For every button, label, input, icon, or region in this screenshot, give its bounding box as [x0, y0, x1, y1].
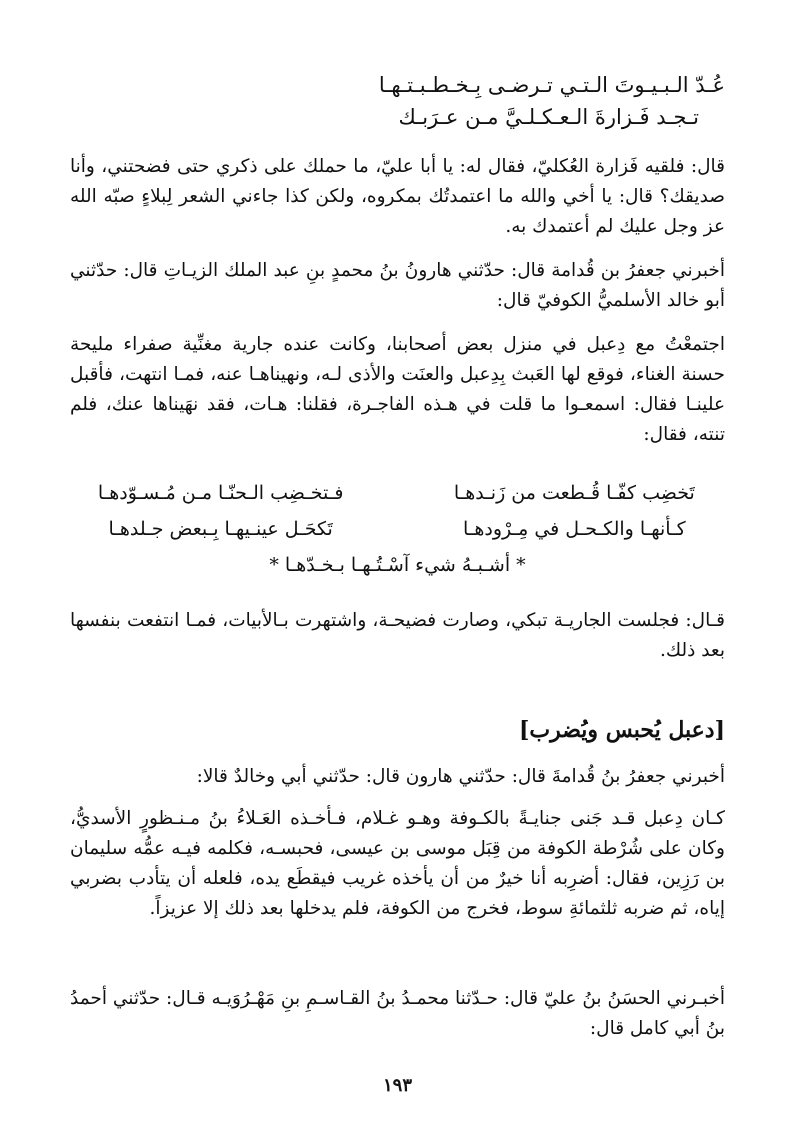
page-number: ١٩٣: [382, 1075, 412, 1096]
paragraph-7: أخبـرني الحسَنُ بنُ عليّ قال: حـدّثنا محمـدُ بنُ القـاسـمِ بنِ مَهْـرُوَيـه قـال: حدّثني أحمدُ بنُ أبي كامل قال:: [70, 988, 725, 1039]
poem-verse-3: * أشـبـهُ شيء آسْـتُـهـا بـخـدّهـا *: [269, 554, 526, 576]
poem-verse-1: [70, 482, 725, 514]
section-heading: [دعبل يُحبس ويُضرب]: [518, 717, 725, 743]
opening-verse-line-1: عُـدّ الـبـيـوتَ الـتـي تـرضـى بِـخـطـبـتـهـا: [378, 73, 725, 97]
paragraph-4: قـال: فجلست الجاريـة تبكي، وصارت فضيحـة، واشتهرت بـالأبيات، فمـا انتفعت بنفسها بعد ذلك.: [70, 610, 725, 661]
paragraph-6: كـان دِعبل قـد جَنى جنايـةً بالكـوفة وهـو غـلام، فـأخـذه العَـلاءُ بنُ مـنـظورٍ الأسديُّ، وكان على شُرْطة الكوفة من قِبَل موسى بن عيسى، فحبسـه، فكلمه فيـه عمُّه سليمان بن رَزِين، فقال: أضرِبه أنا خيرٌ من أن يأخذه غريب فيقطَع يده، فلعله أن يتأدب بضربي إياه، ثم ضربه ثلثمائةِ سوط، فخرج من الكوفة، فلم يدخلها بعد ذلك إلا عزيزاً.: [70, 808, 725, 919]
paragraph-1: قال: فلقيه فَزارة العُكليّ، فقال له: يا أبا عليّ، ما حملك على ذكري حتى فضحتني، وأنا صديقك؟ قال: يا أخي والله ما اعتمدتُك بمكروه، ولكن كذا جاءني الشعر لِبلاءٍ صبّه الله عز وجل عليك لم أعتمدك به.: [70, 156, 725, 237]
poem-hemistich: فـتخـضِب الـحنّـا مـن مُـسـوّدهـا: [97, 482, 344, 504]
paragraph-3: اجتمعْتُ مع دِعبل في منزل بعض أصحابنا، وكانت عنده جارية مغنِّية صفراء مليحة حسنة الغناء، فوقع لها العَبث بِدِعبل والعنَت والأذى لـه، ونهيناهـا عنه، فمـا انتهت، فأقبل علينـا فقال: اسمعـوا ما قلت في هـذه الفاجـرة، فقلنا: هـات، فقد نهَيناها عنك، فلم تنته، فقال:: [70, 334, 725, 445]
paragraph-5: أخبرني جعفرُ بنُ قُدامةَ قال: حدّثني هارون قال: حدّثني أبي وخالدٌ قالا:: [196, 766, 725, 787]
book-page: [70, 62, 725, 1096]
opening-verse-line-2: تـجـد فَـزارةَ الـعـكـلـيَّ مـن عـرَبـك: [398, 105, 699, 129]
poem-hemistich: تَكحَـل عينـيهـا بِـبعض جـلدهـا: [108, 518, 333, 540]
poem-hemistich: كـأنهـا والكـحـل في مِـرْودهـا: [463, 518, 686, 540]
poem-verse-2: [70, 518, 725, 550]
poem-hemistich: تَخضِب كفّـا قُـطعت من زَنـدهـا: [453, 482, 695, 504]
paragraph-2: أخبرني جعفرُ بن قُدامة قال: حدّثني هارونُ بنُ محمدٍ بنِ عبد الملك الزيـاتِ قال: حدّثني أبو خالد الأسلميُّ الكوفيّ قال:: [70, 260, 725, 311]
